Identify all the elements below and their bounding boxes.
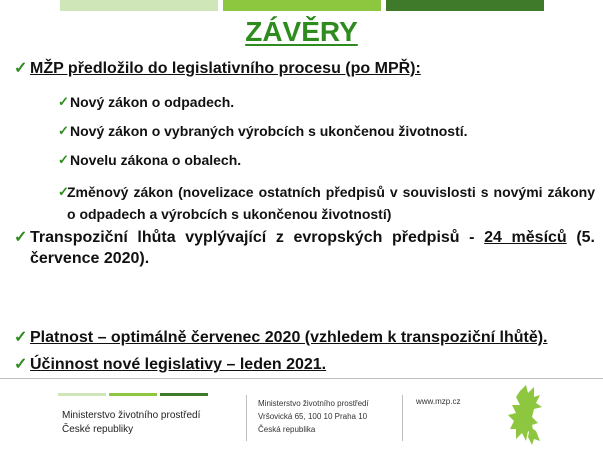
top-stripe-light: [60, 0, 218, 11]
sub-item-text: Novelu zákona o obalech.: [70, 152, 242, 168]
top-stripe-dark: [386, 0, 544, 11]
sub-item-text: Nový zákon o vybraných výrobcích s ukončenou životností.: [70, 123, 468, 139]
footer-website-link[interactable]: www.mzp.cz: [416, 397, 461, 406]
checkmark-icon: ✓: [14, 229, 28, 246]
sub-item-1: [58, 91, 593, 113]
sub-item-2: [58, 120, 593, 142]
sub-item-text: Nový zákon o odpadech.: [70, 94, 235, 110]
footer-divider: [246, 395, 247, 441]
footer-address-line3: Česká republika: [258, 425, 316, 434]
validity-point: [14, 327, 594, 348]
lion-emblem-icon: [500, 383, 552, 449]
sub-item-text: Změnový zákon (novelizace ostatních předpisů v souvislosti s novými zákony o odpadech a výrobcích s ukončenou životností): [67, 184, 595, 222]
transposition-period: 24 měsíců: [484, 229, 567, 246]
footer-address-line1: Ministerstvo životního prostředí: [258, 399, 369, 408]
effect-text: Účinnost nové legislativy – leden 2021.: [30, 356, 327, 373]
validity-text: Platnost – optimálně červenec 2020 (vzhledem k transpoziční lhůtě).: [30, 329, 548, 346]
transposition-text-before: Transpoziční lhůta vyplývající z evropských předpisů -: [30, 229, 485, 246]
slide-title: ZÁVĚRY: [245, 16, 358, 47]
checkmark-icon: ✓: [58, 94, 69, 109]
footer-divider: [402, 395, 403, 441]
checkmark-icon: ✓: [14, 60, 28, 77]
sub-item-4: [58, 181, 595, 225]
sub-item-3: [58, 149, 593, 171]
footer-stripes: [58, 393, 208, 401]
footer: [0, 378, 603, 453]
checkmark-icon: ✓: [14, 356, 28, 373]
transposition-point: [14, 227, 595, 269]
footer-ministry-name: [62, 409, 200, 437]
checkmark-icon: ✓: [58, 152, 69, 167]
top-stripe-mid: [223, 0, 381, 11]
footer-address-line2: Vršovická 65, 100 10 Praha 10: [258, 412, 368, 421]
footer-ministry-line1: Ministerstvo životního prostředí: [62, 410, 201, 421]
footer-address: [258, 397, 369, 436]
transposition-text-after: (5. července 2020).: [30, 229, 595, 267]
main-point: [14, 58, 594, 79]
checkmark-icon: ✓: [58, 184, 69, 199]
checkmark-icon: ✓: [14, 329, 28, 346]
footer-ministry-line2: České republiky: [62, 424, 134, 435]
effect-point: [14, 354, 594, 375]
main-point-text: MŽP předložilo do legislativního procesu (po MPŘ):: [30, 60, 421, 77]
checkmark-icon: ✓: [58, 123, 69, 138]
